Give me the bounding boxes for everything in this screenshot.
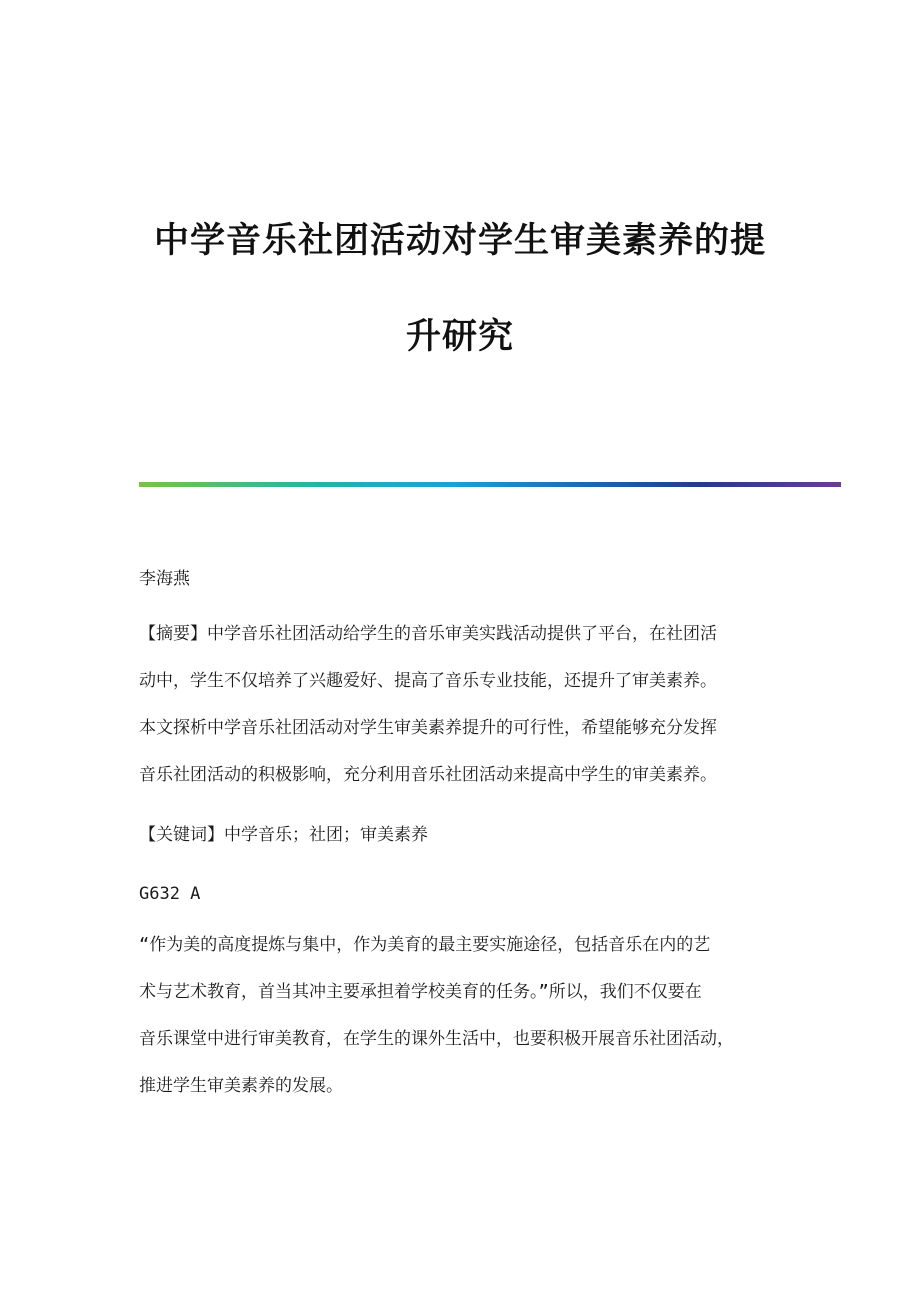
paragraph-line: “作为美的高度提炼与集中，作为美育的最主要实施途径，包括音乐在内的艺: [139, 935, 711, 955]
paragraph-line: 推进学生审美素养的发展。: [139, 1076, 343, 1096]
paper-title-line-1: 中学音乐社团活动对学生审美素养的提: [153, 220, 766, 261]
paragraph-line: 音乐课堂中进行审美教育，在学生的课外生活中，也要积极开展音乐社团活动，: [139, 1029, 734, 1049]
abstract-line: 本文探析中学音乐社团活动对学生审美素养提升的可行性，希望能够充分发挥: [139, 718, 717, 738]
title-divider: [139, 482, 841, 487]
abstract-line: 音乐社团活动的积极影响，充分利用音乐社团活动来提高中学生的审美素养。: [139, 765, 717, 785]
classification-code: G632 A: [139, 884, 201, 904]
abstract-line: 动中，学生不仅培养了兴趣爱好、提高了音乐专业技能，还提升了审美素养。: [139, 671, 717, 691]
body-paragraph: [139, 933, 779, 1098]
author-name: 李海燕: [139, 569, 190, 589]
abstract-line: 【摘要】中学音乐社团活动给学生的音乐审美实践活动提供了平台，在社团活: [139, 624, 717, 644]
keywords: 【关键词】中学音乐；社团；审美素养: [139, 825, 428, 845]
paragraph-line: 术与艺术教育，首当其冲主要承担着学校美育的任务。”所以，我们不仅要在: [139, 982, 702, 1002]
abstract: [139, 622, 779, 787]
paper-title-line-2: 升研究: [405, 316, 514, 357]
